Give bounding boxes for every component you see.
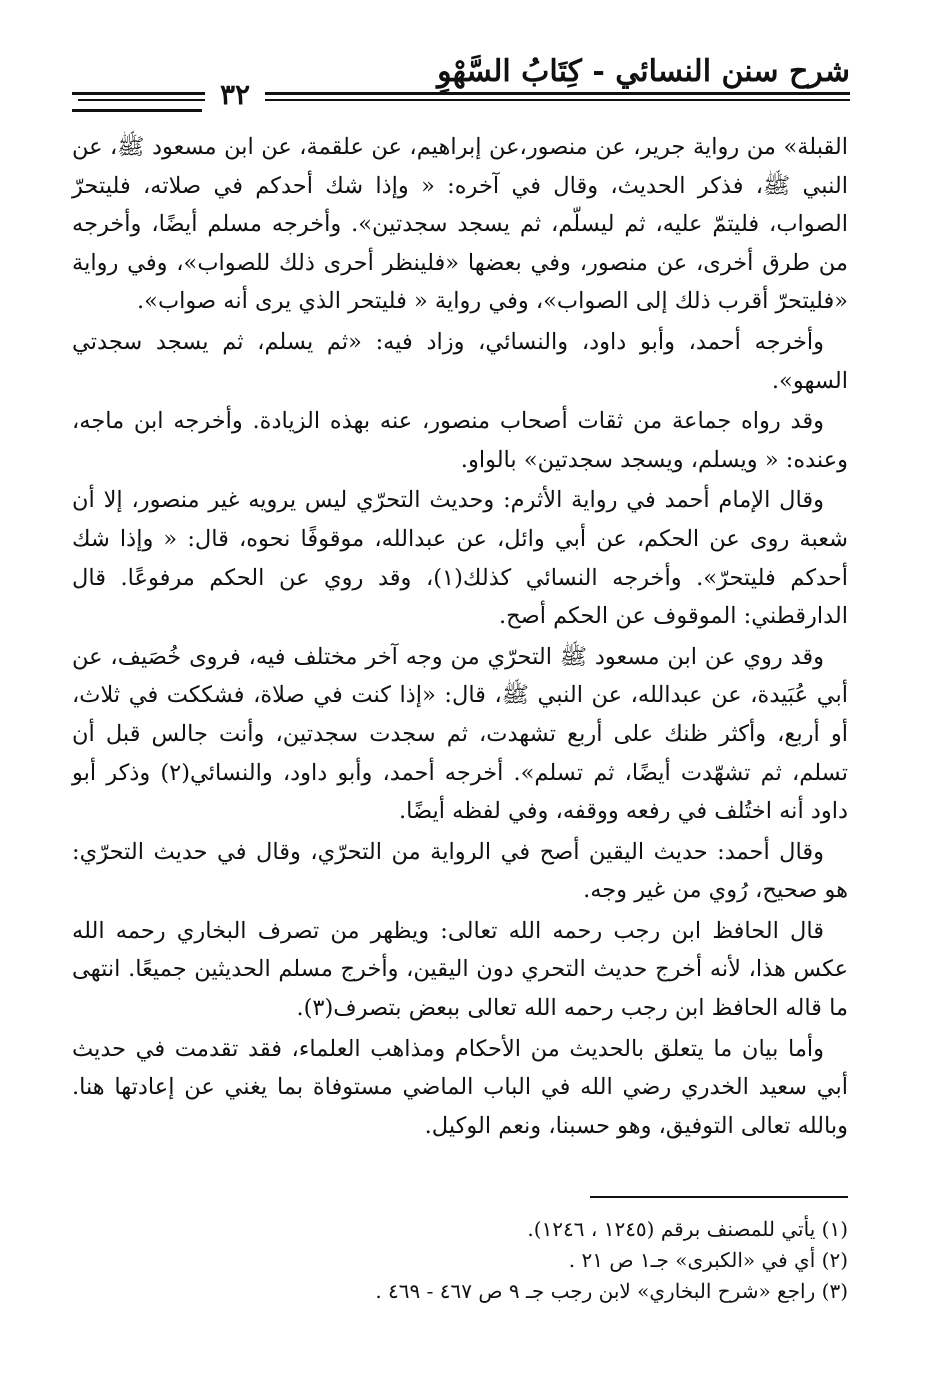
- footnotes: [120, 1214, 848, 1307]
- page-number-ornament: [72, 92, 202, 112]
- paragraph: القبلة» من رواية جرير، عن منصور،عن إبراهيم، عن علقمة، عن ابن مسعود ﷺ، عن النبي ﷺ، فذكر الحديث، وقال في آخره: « وإذا شك أحدكم في صلاته، فليتحرّ الصواب، فليتمّ عليه، ثم ليسلّم، ثم يسجد سجدتين». وأخرجه مسلم أيضًا، وأخرجه من طرق أخرى، عن منصور، وفي بعضها «فلينظر أحرى ذلك للصواب»، وفي رواية «فليتحرّ أقرب ذلك إلى الصواب»، وفي رواية « فليتحر الذي يرى أنه صواب».: [72, 134, 848, 315]
- footnote-2: (٢) أي في «الكبرى» جـ١ ص ٢١ .: [568, 1248, 848, 1272]
- page-number: ٣٢: [205, 78, 265, 111]
- main-text: [72, 128, 848, 1147]
- paragraph: قال الحافظ ابن رجب رحمه الله تعالى: ويظهر من تصرف البخاري رحمه الله عكس هذا، لأنه أخرج حديث التحري دون اليقين، وأخرج مسلم الحديثين جميعًا. انتهى ما قاله الحافظ ابن رجب رحمه الله تعالى ببعض بتصرف(٣).: [72, 917, 848, 1022]
- paragraph: وقد رواه جماعة من ثقات أصحاب منصور، عنه بهذه الزيادة. وأخرجه ابن ماجه، وعنده: « ويسلم، ويسجد سجدتين» بالواو.: [72, 408, 848, 473]
- paragraph: وأما بيان ما يتعلق بالحديث من الأحكام ومذاهب العلماء، فقد تقدمت في حديث أبي سعيد الخدري رضي الله في الباب الماضي مستوفاة بما يغني عن إعادتها هنا. وبالله تعالى التوفيق، وهو حسبنا، ونعم الوكيل.: [72, 1035, 848, 1139]
- footnote-separator: [590, 1196, 848, 1198]
- footnote-1: (١) يأتي للمصنف برقم (١٢٤٥ ، ١٢٤٦).: [527, 1217, 848, 1241]
- paragraph: وقال أحمد: حديث اليقين أصح في الرواية من التحرّي، وقال في حديث التحرّي: هو صحيح، رُوي من غير وجه.: [72, 838, 848, 904]
- paragraph: وقال الإمام أحمد في رواية الأثرم: وحديث التحرّي ليس يرويه غير منصور، إلا أن شعبة روى عن الحكم، عن أبي وائل، عن عبدالله، موقوفًا نحوه، قال: « وإذا شك أحدكم فليتحرّ». وأخرجه النسائي كذلك(١)، وقد روي عن الحكم مرفوعًا. قال الدارقطني: الموقوف عن الحكم أصح.: [72, 487, 848, 630]
- paragraph: وقد روي عن ابن مسعود ﷺ التحرّي من وجه آخر مختلف فيه، فروى خُصَيف، عن أبي عُبَيدة، عن عبدالله، عن النبي ﷺ، قال: «إذا كنت في صلاة، فشككت في ثلاث، أو أربع، وأكثر ظنك على أربع تشهدت، ثم سجدت سجدتين، وأنت جالس قبل أن تسلم، ثم تشهّدت أيضًا، ثم تسلم». أخرجه أحمد، وأبو داود، والنسائي(٢) وذكر أبو داود أنه اختُلف في رفعه ووقفه، وفي لفظه أيضًا.: [72, 643, 848, 825]
- paragraph: وأخرجه أحمد، وأبو داود، والنسائي، وزاد فيه: «ثم يسلم، ثم يسجد سجدتي السهو».: [72, 328, 848, 394]
- running-header-title: شرح سنن النسائي - كِتَابُ السَّهْوِ: [437, 54, 850, 89]
- footnote-3: (٣) راجع «شرح البخاري» لابن رجب جـ ٩ ص ٤٦٧ - ٤٦٩ .: [375, 1279, 848, 1303]
